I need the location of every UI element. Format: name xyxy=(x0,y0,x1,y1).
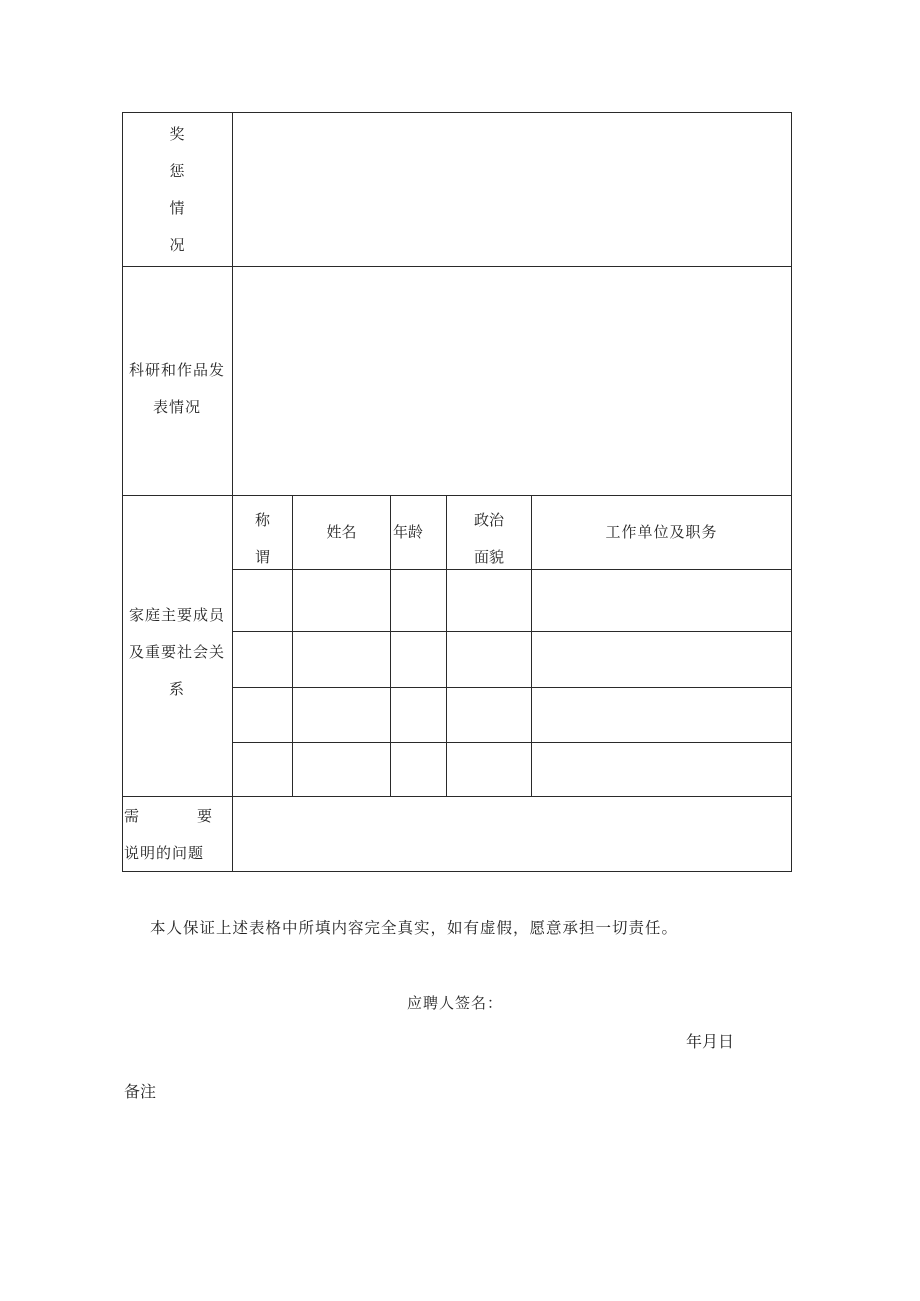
table-divider xyxy=(122,266,792,267)
political-cell[interactable] xyxy=(448,633,530,686)
table-border-top xyxy=(122,112,792,113)
awards-label-char: 况 xyxy=(169,236,185,254)
notes-label-char: 要 xyxy=(197,807,213,825)
signature-label: 应聘人签名： xyxy=(407,994,504,1012)
header-relation-char: 称 xyxy=(254,511,270,529)
table-divider xyxy=(233,631,792,632)
notes-field[interactable] xyxy=(234,798,790,870)
header-political xyxy=(447,502,531,576)
table-divider xyxy=(122,495,792,496)
name-cell[interactable] xyxy=(294,571,389,630)
family-label-line: 系 xyxy=(168,680,185,698)
table-divider xyxy=(390,495,391,797)
table-divider xyxy=(122,796,792,797)
work-cell[interactable] xyxy=(533,744,790,795)
name-cell[interactable] xyxy=(294,633,389,686)
family-label-line: 家庭主要成员 xyxy=(128,606,225,624)
age-cell[interactable] xyxy=(392,689,445,741)
table-divider xyxy=(233,742,792,743)
awards-label-char: 奖 xyxy=(169,125,185,143)
awards-field[interactable] xyxy=(234,114,790,265)
research-label xyxy=(122,352,232,426)
age-cell[interactable] xyxy=(392,633,445,686)
remark-label: 备注 xyxy=(124,1082,157,1101)
notes-label-line: 说明的问题 xyxy=(124,844,205,862)
awards-label xyxy=(122,116,232,264)
relation-cell[interactable] xyxy=(234,571,291,630)
table-border-right xyxy=(791,112,792,872)
relation-cell[interactable] xyxy=(234,744,291,795)
work-cell[interactable] xyxy=(533,633,790,686)
age-cell[interactable] xyxy=(392,571,445,630)
family-label-line: 及重要社会关 xyxy=(128,643,225,661)
relation-cell[interactable] xyxy=(234,633,291,686)
header-relation-char: 谓 xyxy=(254,548,270,566)
date-label: 年月日 xyxy=(686,1032,735,1051)
header-name: 姓名 xyxy=(326,523,357,541)
declaration-text: 本人保证上述表格中所填内容完全真实，如有虚假，愿意承担一切责任。 xyxy=(150,919,679,937)
research-label-line: 表情况 xyxy=(152,398,201,416)
awards-label-char: 情 xyxy=(169,199,185,217)
research-field[interactable] xyxy=(234,268,790,494)
name-cell[interactable] xyxy=(294,744,389,795)
header-work: 工作单位及职务 xyxy=(605,523,718,541)
table-divider xyxy=(233,687,792,688)
table-divider xyxy=(232,112,233,872)
awards-label-char: 惩 xyxy=(169,162,185,180)
header-political-line: 政治 xyxy=(473,511,504,529)
relation-cell[interactable] xyxy=(234,689,291,741)
political-cell[interactable] xyxy=(448,744,530,795)
research-label-line: 科研和作品发 xyxy=(128,361,225,379)
notes-label-char: 需 xyxy=(124,807,140,825)
age-cell[interactable] xyxy=(392,744,445,795)
header-relation xyxy=(233,502,292,576)
work-cell[interactable] xyxy=(533,689,790,741)
family-label xyxy=(122,597,232,708)
name-cell[interactable] xyxy=(294,689,389,741)
header-age: 年龄 xyxy=(393,523,424,541)
work-cell[interactable] xyxy=(533,571,790,630)
political-cell[interactable] xyxy=(448,689,530,741)
header-political-line: 面貌 xyxy=(473,548,504,566)
table-border-bottom xyxy=(122,871,792,872)
political-cell[interactable] xyxy=(448,571,530,630)
